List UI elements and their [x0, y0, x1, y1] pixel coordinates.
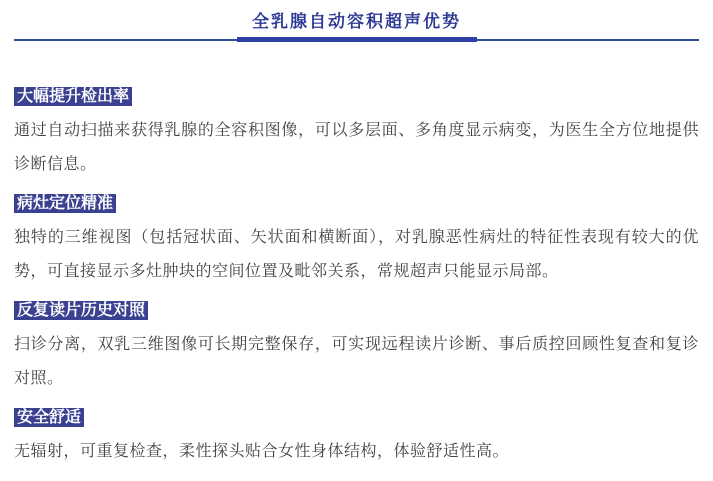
section-body-text: 扫诊分离，双乳三维图像可长期完整保存，可实现远程读片诊断、事后质控回顾性复查和复诊对照。	[14, 336, 699, 387]
advantage-section	[14, 87, 699, 182]
section-body-text: 通过自动扫描来获得乳腺的全容积图像，可以多层面、多角度显示病变，为医生全方位地提供诊断信息。	[14, 122, 699, 173]
section-heading	[14, 194, 699, 213]
advantage-section	[14, 194, 699, 289]
section-heading-text: 安全舒适	[14, 408, 84, 427]
section-heading	[14, 301, 699, 320]
title-area	[14, 0, 699, 33]
title-divider-accent	[237, 37, 477, 42]
section-heading-text: 大幅提升检出率	[14, 87, 132, 106]
section-body-text: 独特的三维视图（包括冠状面、矢状面和横断面），对乳腺恶性病灶的特征性表现有较大的优势，可直接显示多灶肿块的空间位置及毗邻关系，常规超声只能显示局部。	[14, 229, 699, 280]
section-heading-text: 病灶定位精准	[14, 194, 116, 213]
title-divider	[14, 39, 699, 41]
sections-container	[14, 87, 699, 469]
section-heading	[14, 408, 699, 427]
section-heading-text: 反复读片历史对照	[14, 301, 148, 320]
section-body-text: 无辐射，可重复检查，柔性探头贴合女性身体结构，体验舒适性高。	[14, 443, 510, 460]
page-title: 全乳腺自动容积超声优势	[252, 12, 461, 31]
advantage-section	[14, 408, 699, 469]
advantage-section	[14, 301, 699, 396]
section-heading	[14, 87, 699, 106]
